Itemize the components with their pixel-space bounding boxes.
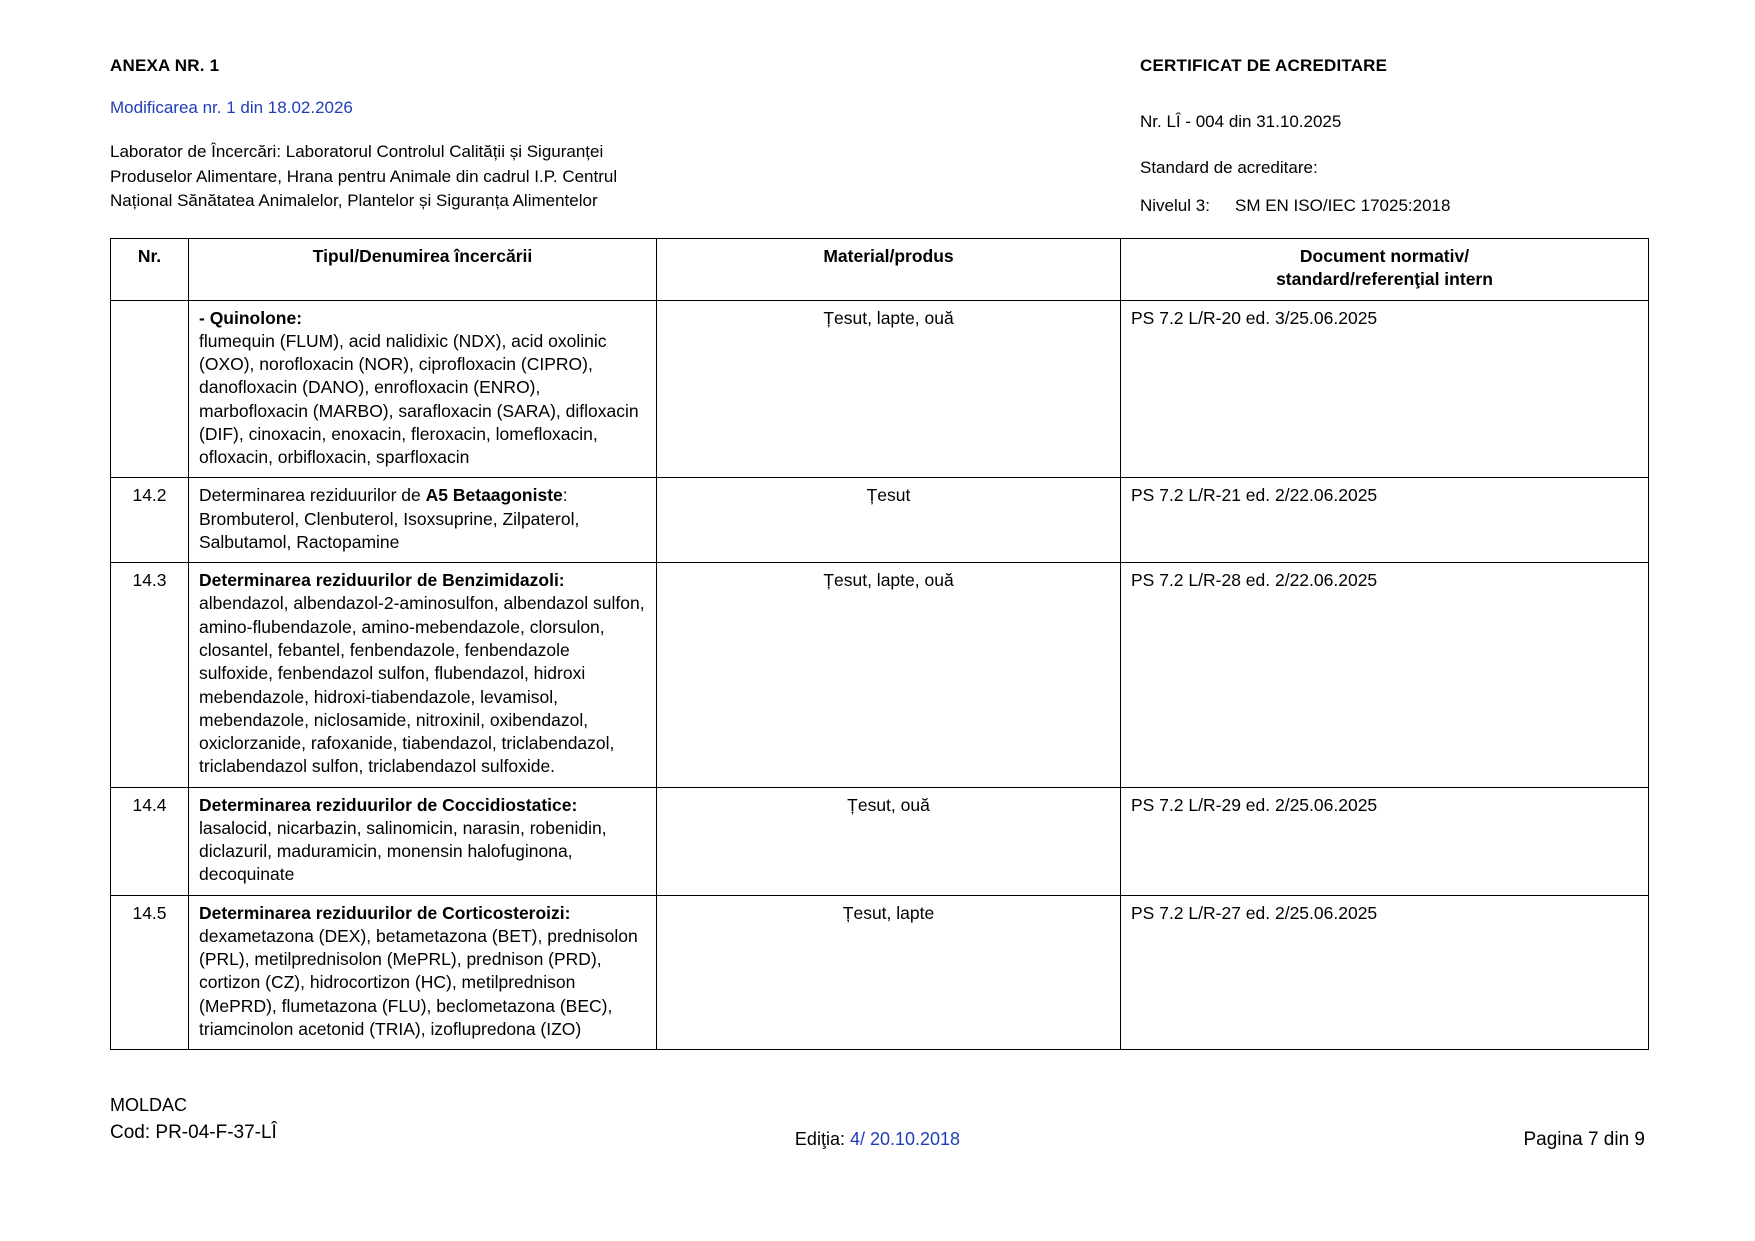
laboratory-block [110,140,770,214]
annex-label: ANEXA NR. 1 [110,56,220,75]
table-row [111,563,1649,787]
column-header-document-line2: standard/referenţial intern [1276,269,1493,290]
row-test-type-heading: Determinarea reziduurilor de Coccidiostatice: [199,794,578,815]
page-footer [110,1095,1645,1175]
footer-organisation: MOLDAC [110,1095,188,1115]
footer-edition-value: 4/ 20.10.2018 [849,1129,961,1149]
row-number: 14.4 [111,787,189,895]
row-test-type [189,895,657,1050]
table-header-row [111,239,1649,301]
row-test-type-body: albendazol, albendazol-2-aminosulfon, albendazol sulfon, amino-flubendazole, amino-mebendazole, clorsulon, closantel, febantel, fenbendazole, fenbendazole sulfoxide, fenbendazol sulfon, flubendazol, hidroxi mebendazole, hidroxi-tiabendazole, levamisol, mebendazole, niclosamide, nitroxinil, oxibendazol, oxiclorzanide, rafoxanide, tiabendazol, triclabendazol, triclabendazol sulfon, triclabendazol sulfoxide. [199,593,645,777]
accreditation-level-row [1140,196,1755,216]
scope-table [110,238,1649,1050]
column-header-nr: Nr. [111,239,189,301]
table-row [111,895,1649,1050]
row-test-type [189,787,657,895]
row-number: 14.3 [111,563,189,787]
header-right-block [1140,56,1755,216]
table-row [111,478,1649,563]
laboratory-line-1: Laborator de Încercări: Laboratorul Controlul Calității și Siguranței [110,142,604,161]
level-label: Nivelul 3: [1140,196,1210,215]
row-test-type-heading: Determinarea reziduurilor de Benzimidazoli: [199,570,565,591]
certificate-number: Nr. LÎ - 004 din 31.10.2025 [1140,112,1342,131]
row-test-type-body: dexametazona (DEX), betametazona (BET), prednisolon (PRL), metilprednisolon (MePRL), prednison (PRD), cortizon (CZ), hidrocortizon (HC), metilprednison (MePRD), flumetazona (FLU), beclometazona (BEC), triamcinolon acetonid (TRIA), izoflupredona (IZO) [199,925,638,1039]
row-material: Țesut, lapte [657,895,1121,1050]
row-material: Țesut [657,478,1121,563]
laboratory-line-2: Produselor Alimentare, Hrana pentru Animale din cadrul I.P. Centrul [110,166,618,186]
certificate-title: CERTIFICAT DE ACREDITARE [1140,56,1388,75]
page-header [110,56,1645,215]
footer-form-code: Cod: PR-04-F-37-LÎ [110,1122,277,1143]
standard-label: Standard de acreditare: [1140,158,1318,177]
row-test-type-body: Brombuterol, Clenbuterol, Isoxsuprine, Zilpaterol, Salbutamol, Ractopamine [199,508,580,552]
column-header-type: Tipul/Denumirea încercării [189,239,657,301]
modification-note: Modificarea nr. 1 din 18.02.2026 [110,98,353,117]
header-left-block [110,56,770,214]
row-material: Țesut, lapte, ouă [657,563,1121,787]
row-test-type-heading: - Quinolone: [199,307,303,328]
row-test-type-suffix: : [562,485,568,506]
footer-edition [110,1129,1645,1150]
footer-edition-label: Ediţia: [794,1129,850,1149]
row-material: Țesut, ouă [657,787,1121,895]
column-header-material: Material/produs [657,239,1121,301]
row-document: PS 7.2 L/R-28 ed. 2/22.06.2025 [1121,563,1649,787]
row-test-type [189,300,657,478]
row-number [111,300,189,478]
column-header-document-line1: Document normativ/ [1299,246,1470,266]
table-row [111,300,1649,478]
row-number: 14.5 [111,895,189,1050]
row-test-type [189,478,657,563]
row-document: PS 7.2 L/R-20 ed. 3/25.06.2025 [1121,300,1649,478]
row-document: PS 7.2 L/R-21 ed. 2/22.06.2025 [1121,478,1649,563]
row-document: PS 7.2 L/R-29 ed. 2/25.06.2025 [1121,787,1649,895]
column-header-document [1121,239,1649,301]
row-number: 14.2 [111,478,189,563]
row-test-type-bold: A5 Betaagoniste [425,485,563,506]
row-test-type-body: flumequin (FLUM), acid nalidixic (NDX), acid oxolinic (OXO), norofloxacin (NOR), ciprofloxacin (CIPRO), danofloxacin (DANO), enrofloxacin (ENRO), marbofloxacin (MARBO), sarafloxacin (SARA), difloxacin (DIF), cinoxacin, enoxacin, fleroxacin, lomefloxacin, ofloxacin, orbifloxacin, sparfloxacin [199,330,639,468]
footer-page-number: Pagina 7 din 9 [1523,1129,1645,1150]
laboratory-line-3: Național Sănătatea Animalelor, Plantelor și Siguranța Alimentelor [110,191,598,211]
row-test-type-heading: Determinarea reziduurilor de Corticosteroizi: [199,902,571,923]
row-test-type [189,563,657,787]
row-material: Țesut, lapte, ouă [657,300,1121,478]
row-test-type-body: lasalocid, nicarbazin, salinomicin, narasin, robenidin, diclazuril, maduramicin, monensin halofuginona, decoquinate [199,817,607,885]
level-value: SM EN ISO/IEC 17025:2018 [1235,196,1451,215]
row-test-type-prefix: Determinarea reziduurilor de [199,485,426,506]
row-document: PS 7.2 L/R-27 ed. 2/25.06.2025 [1121,895,1649,1050]
table-row [111,787,1649,895]
